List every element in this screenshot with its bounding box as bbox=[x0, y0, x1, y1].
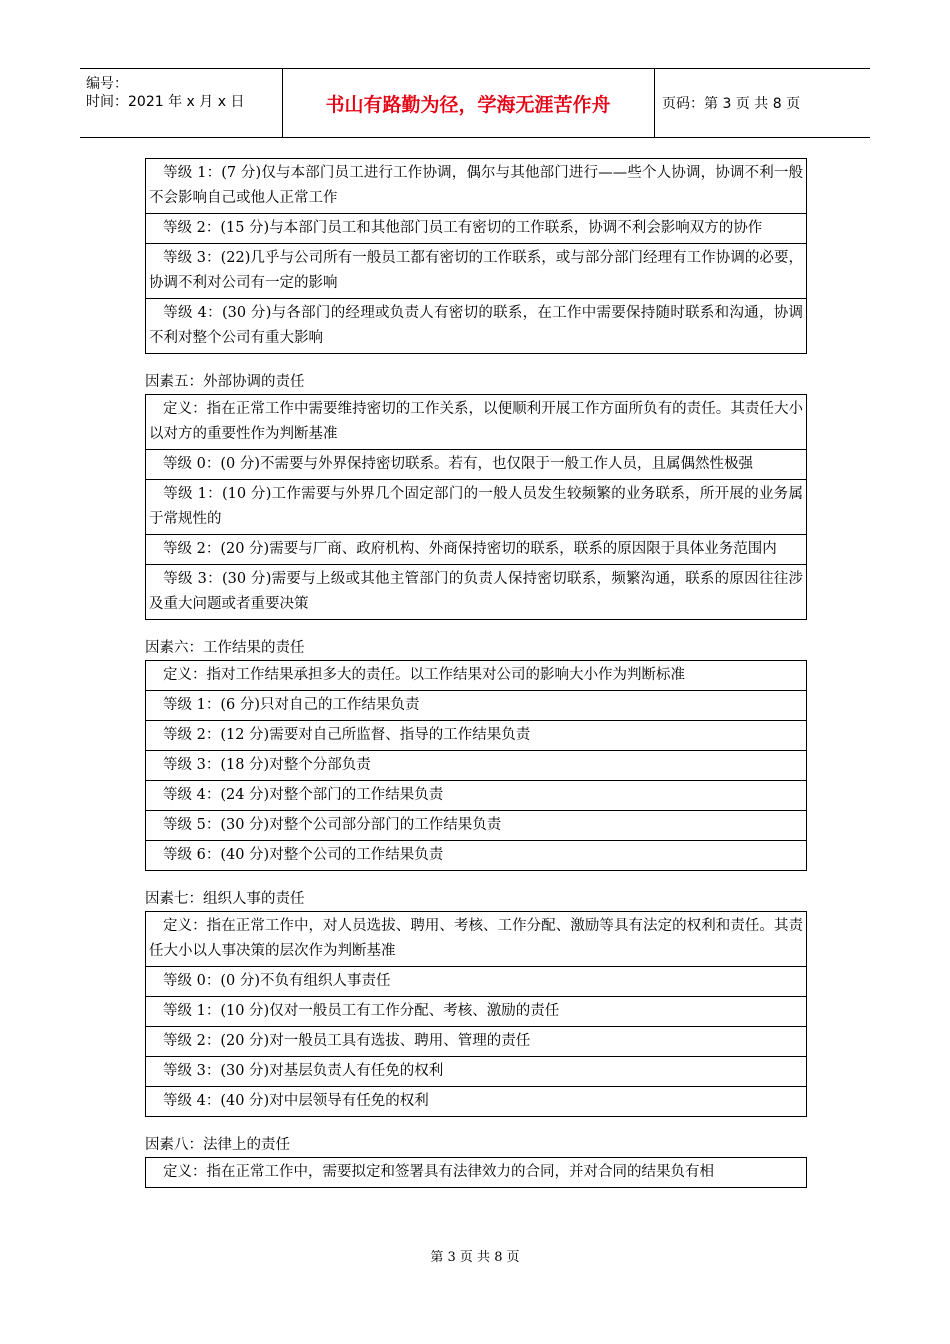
definition-text: 定义：指对工作结果承担多大的责任。以工作结果对公司的影响大小作为判断标准 bbox=[163, 667, 685, 683]
level-text: 等级 6：(40 分)对整个公司的工作结果负责 bbox=[163, 847, 444, 863]
table-cell bbox=[146, 912, 807, 967]
factor8-title: 因素八：法律上的责任 bbox=[145, 1137, 290, 1153]
table-row bbox=[146, 1087, 807, 1117]
table-cell bbox=[146, 661, 807, 691]
level-text: 等级 4：(40 分)对中层领导有任免的权利 bbox=[163, 1093, 429, 1109]
table-cell bbox=[146, 214, 807, 244]
document-date-label: 时间：2021 年 x 月 x 日 bbox=[86, 94, 245, 110]
table-row bbox=[146, 565, 807, 620]
table-row bbox=[146, 535, 807, 565]
table-row bbox=[146, 912, 807, 967]
level-text: 等级 2：(20 分)对一般员工具有选拔、聘用、管理的责任 bbox=[163, 1033, 531, 1049]
table-cell bbox=[146, 480, 807, 535]
table-row bbox=[146, 299, 807, 354]
page-footer: 第 3 页 共 8 页 bbox=[430, 1250, 520, 1265]
factor8-table bbox=[145, 1157, 807, 1188]
table-row bbox=[146, 841, 807, 871]
page-header bbox=[80, 68, 870, 138]
table-row bbox=[146, 244, 807, 299]
level-text: 等级 3：(22)几乎与公司所有一般员工都有密切的工作联系，或与部分部门经理有工作协调的必要，协调不利对公司有一定的影响 bbox=[149, 250, 803, 291]
table-row bbox=[146, 721, 807, 751]
table-cell bbox=[146, 1057, 807, 1087]
factor6-title: 因素六：工作结果的责任 bbox=[145, 640, 305, 656]
table-row bbox=[146, 751, 807, 781]
table-cell bbox=[146, 299, 807, 354]
table-cell bbox=[146, 159, 807, 214]
level-text: 等级 1：(7 分)仅与本部门员工进行工作协调，偶尔与其他部门进行——些个人协调，协调不利一般不会影响自己或他人正常工作 bbox=[149, 165, 803, 206]
table-row bbox=[146, 214, 807, 244]
level-text: 等级 2：(15 分)与本部门员工和其他部门员工有密切的工作联系，协调不利会影响双方的协作 bbox=[163, 220, 763, 236]
table-row bbox=[146, 811, 807, 841]
document-number-label: 编号： bbox=[86, 76, 128, 92]
table-cell bbox=[146, 721, 807, 751]
table-cell bbox=[146, 450, 807, 480]
table-cell bbox=[146, 1158, 807, 1188]
definition-text: 定义：指在正常工作中，需要拟定和签署具有法律效力的合同，并对合同的结果负有相 bbox=[163, 1164, 714, 1180]
factor7-table bbox=[145, 911, 807, 1117]
table-cell bbox=[146, 841, 807, 871]
definition-text: 定义：指在正常工作中，对人员选拔、聘用、考核、工作分配、激励等具有法定的权利和责任。其责任大小以人事决策的层次作为判断基准 bbox=[149, 918, 803, 959]
table-cell bbox=[146, 565, 807, 620]
level-text: 等级 3：(18 分)对整个分部负责 bbox=[163, 757, 371, 773]
table-row bbox=[146, 967, 807, 997]
level-text: 等级 1：(6 分)只对自己的工作结果负责 bbox=[163, 697, 420, 713]
table-row bbox=[146, 1057, 807, 1087]
table-row bbox=[146, 781, 807, 811]
table-cell bbox=[146, 244, 807, 299]
level-text: 等级 1：(10 分)仅对一般员工有工作分配、考核、激励的责任 bbox=[163, 1003, 560, 1019]
level-text: 等级 5：(30 分)对整个公司部分部门的工作结果负责 bbox=[163, 817, 502, 833]
level-text: 等级 2：(12 分)需要对自己所监督、指导的工作结果负责 bbox=[163, 727, 531, 743]
header-page-number: 页码：第 3 页 共 8 页 bbox=[662, 96, 801, 112]
table-cell bbox=[146, 781, 807, 811]
table-cell bbox=[146, 535, 807, 565]
document-body bbox=[145, 158, 807, 1188]
factor5-table bbox=[145, 394, 807, 620]
table-row bbox=[146, 661, 807, 691]
table-cell bbox=[146, 751, 807, 781]
level-text: 等级 2：(20 分)需要与厂商、政府机构、外商保持密切的联系，联系的原因限于具体业务范围内 bbox=[163, 541, 777, 557]
level-text: 等级 1：(10 分)工作需要与外界几个固定部门的一般人员发生较频繁的业务联系，所开展的业务属于常规性的 bbox=[149, 486, 803, 527]
table-cell bbox=[146, 1027, 807, 1057]
level-text: 等级 4：(24 分)对整个部门的工作结果负责 bbox=[163, 787, 444, 803]
level-text: 等级 3：(30 分)对基层负责人有任免的权利 bbox=[163, 1063, 444, 1079]
level-text: 等级 4：(30 分)与各部门的经理或负责人有密切的联系，在工作中需要保持随时联系和沟通，协调不利对整个公司有重大影响 bbox=[149, 305, 803, 346]
factor4-levels-table bbox=[145, 158, 807, 354]
table-row bbox=[146, 997, 807, 1027]
table-cell bbox=[146, 811, 807, 841]
table-cell bbox=[146, 395, 807, 450]
table-row bbox=[146, 1027, 807, 1057]
header-motto: 书山有路勤为径，学海无涯苦作舟 bbox=[282, 69, 655, 137]
table-row bbox=[146, 395, 807, 450]
table-row bbox=[146, 1158, 807, 1188]
level-text: 等级 0：(0 分)不需要与外界保持密切联系。若有，也仅限于一般工作人员，且属偶然性极强 bbox=[163, 456, 753, 472]
factor6-table bbox=[145, 660, 807, 871]
level-text: 等级 0：(0 分)不负有组织人事责任 bbox=[163, 973, 391, 989]
level-text: 等级 3：(30 分)需要与上级或其他主管部门的负责人保持密切联系，频繁沟通，联系的原因往往涉及重大问题或者重要决策 bbox=[149, 571, 803, 612]
factor5-title: 因素五：外部协调的责任 bbox=[145, 374, 305, 390]
table-cell bbox=[146, 1087, 807, 1117]
table-cell bbox=[146, 997, 807, 1027]
definition-text: 定义：指在正常工作中需要维持密切的工作关系，以便顺利开展工作方面所负有的责任。其责任大小以对方的重要性作为判断基准 bbox=[149, 401, 803, 442]
header-info-cell bbox=[80, 69, 283, 137]
table-row bbox=[146, 691, 807, 721]
table-row bbox=[146, 159, 807, 214]
table-cell bbox=[146, 967, 807, 997]
table-row bbox=[146, 450, 807, 480]
factor7-title: 因素七：组织人事的责任 bbox=[145, 891, 305, 907]
table-cell bbox=[146, 691, 807, 721]
table-row bbox=[146, 480, 807, 535]
